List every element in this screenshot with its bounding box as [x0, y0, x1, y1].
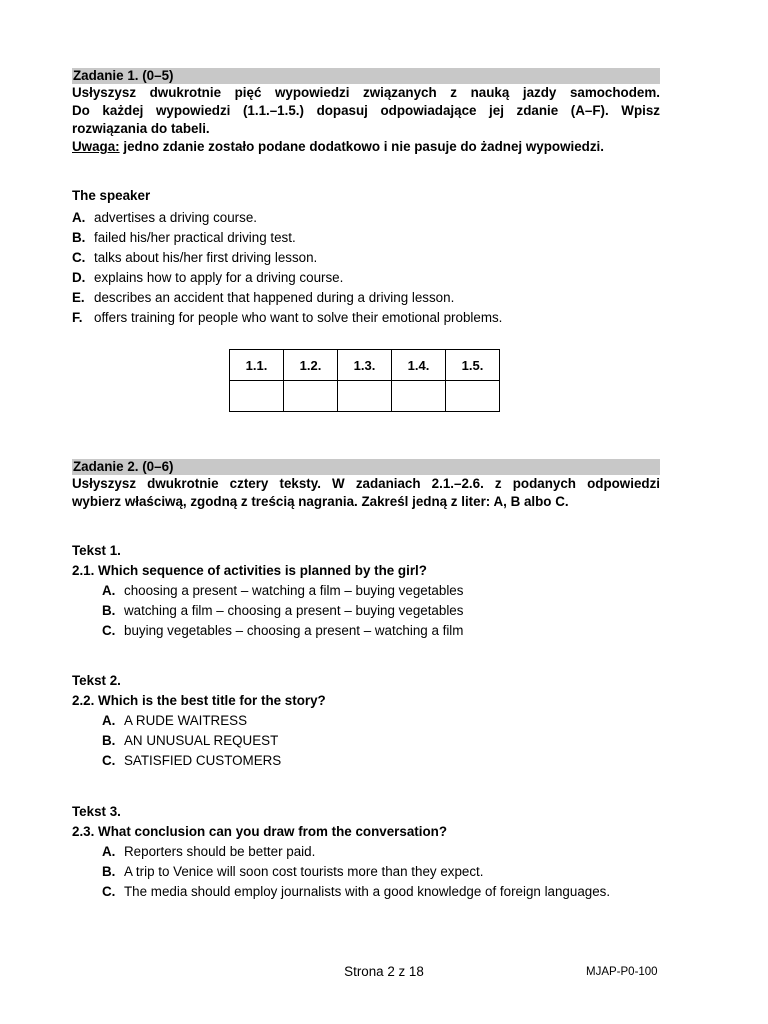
task1-instruction [72, 84, 660, 156]
table-answer-row [230, 381, 500, 412]
text-label: Tekst 1. [72, 543, 121, 558]
answer-cell[interactable] [392, 381, 446, 412]
option-text: AN UNUSUAL REQUEST [124, 733, 279, 748]
table-header-cell: 1.2. [284, 350, 338, 381]
answer-option[interactable] [102, 581, 660, 601]
option-text: buying vegetables – choosing a present – watching a film [124, 623, 464, 638]
exam-code: MJAP-P0-100 [586, 966, 658, 978]
option-text: choosing a present – watching a film – buying vegetables [124, 583, 464, 598]
text-label: Tekst 3. [72, 804, 121, 819]
task2-instruction-line: Usłyszysz dwukrotnie cztery teksty. W zadaniach 2.1.–2.6. z podanych odpowiedzi [72, 476, 660, 491]
task1-options [72, 208, 660, 328]
option-letter: A. [102, 844, 116, 859]
answer-option[interactable] [102, 621, 660, 641]
table-header-cell: 1.4. [392, 350, 446, 381]
task1-lead: The speaker [72, 188, 151, 203]
task1-option [72, 288, 660, 308]
option-letter: A. [102, 583, 116, 598]
answer-cell[interactable] [446, 381, 500, 412]
answer-option[interactable] [102, 751, 660, 771]
answer-option[interactable] [102, 882, 660, 902]
task2-section [72, 459, 660, 511]
option-letter: F. [72, 310, 83, 325]
option-letter: B. [102, 733, 116, 748]
question: 2.2. Which is the best title for the story? [72, 693, 326, 708]
page-number: Strona 2 z 18 [344, 964, 424, 979]
task2-instruction [72, 475, 660, 511]
answer-cell[interactable] [230, 381, 284, 412]
option-letter: D. [72, 270, 86, 285]
answer-cell[interactable] [338, 381, 392, 412]
task1-instruction-line: Do każdej wypowiedzi (1.1.–1.5.) dopasuj odpowiadające jej zdanie (A–F). Wpisz [72, 103, 660, 118]
option-text: talks about his/her first driving lesson. [94, 250, 318, 265]
option-text: explains how to apply for a driving course. [94, 270, 344, 285]
text-block [72, 541, 660, 641]
task1-option [72, 228, 660, 248]
option-letter: B. [102, 864, 116, 879]
text-block [72, 671, 660, 771]
answer-option[interactable] [102, 862, 660, 882]
task1-answer-table [229, 349, 500, 412]
answer-option[interactable] [102, 731, 660, 751]
option-letter: A. [72, 210, 86, 225]
text-label: Tekst 2. [72, 673, 121, 688]
option-text: describes an accident that happened during a driving lesson. [94, 290, 455, 305]
option-text: failed his/her practical driving test. [94, 230, 296, 245]
table-header-row [230, 350, 500, 381]
option-text: SATISFIED CUSTOMERS [124, 753, 282, 768]
option-letter: C. [102, 884, 116, 899]
task1-option [72, 308, 660, 328]
option-text: A RUDE WAITRESS [124, 713, 248, 728]
option-letter: C. [72, 250, 86, 265]
answer-option[interactable] [102, 601, 660, 621]
table-header-cell: 1.3. [338, 350, 392, 381]
task1-instruction-line: rozwiązania do tabeli. [72, 121, 210, 136]
option-letter: B. [102, 603, 116, 618]
option-letter: C. [102, 623, 116, 638]
answer-option[interactable] [102, 842, 660, 862]
question: 2.3. What conclusion can you draw from the conversation? [72, 824, 448, 839]
task1-option [72, 248, 660, 268]
option-text: A trip to Venice will soon cost tourists more than they expect. [124, 864, 484, 879]
option-text: offers training for people who want to solve their emotional problems. [94, 310, 503, 325]
task1-note-label: Uwaga: [72, 139, 120, 154]
task1-instruction-line: Usłyszysz dwukrotnie pięć wypowiedzi związanych z nauką jazdy samochodem. [72, 85, 660, 100]
task1-note [72, 138, 660, 156]
question: 2.1. Which sequence of activities is planned by the girl? [72, 563, 427, 578]
option-letter: B. [72, 230, 86, 245]
table-header-cell: 1.5. [446, 350, 500, 381]
option-letter: C. [102, 753, 116, 768]
answer-option[interactable] [102, 711, 660, 731]
option-letter: E. [72, 290, 85, 305]
option-text: Reporters should be better paid. [124, 844, 316, 859]
option-letter: A. [102, 713, 116, 728]
task1-header: Zadanie 1. (0–5) [72, 68, 660, 84]
task1-section [72, 68, 660, 156]
text-block [72, 802, 660, 902]
task1-option [72, 268, 660, 288]
answer-cell[interactable] [284, 381, 338, 412]
task1-option [72, 208, 660, 228]
table-header-cell: 1.1. [230, 350, 284, 381]
task2-instruction-line: wybierz właściwą, zgodną z treścią nagrania. Zakreśl jedną z liter: A, B albo C. [72, 494, 569, 509]
task2-header: Zadanie 2. (0–6) [72, 459, 660, 475]
option-text: advertises a driving course. [94, 210, 257, 225]
option-text: watching a film – choosing a present – buying vegetables [124, 603, 464, 618]
task1-note-text: jedno zdanie zostało podane dodatkowo i nie pasuje do żadnej wypowiedzi. [119, 139, 604, 154]
option-text: The media should employ journalists with a good knowledge of foreign languages. [124, 884, 611, 899]
